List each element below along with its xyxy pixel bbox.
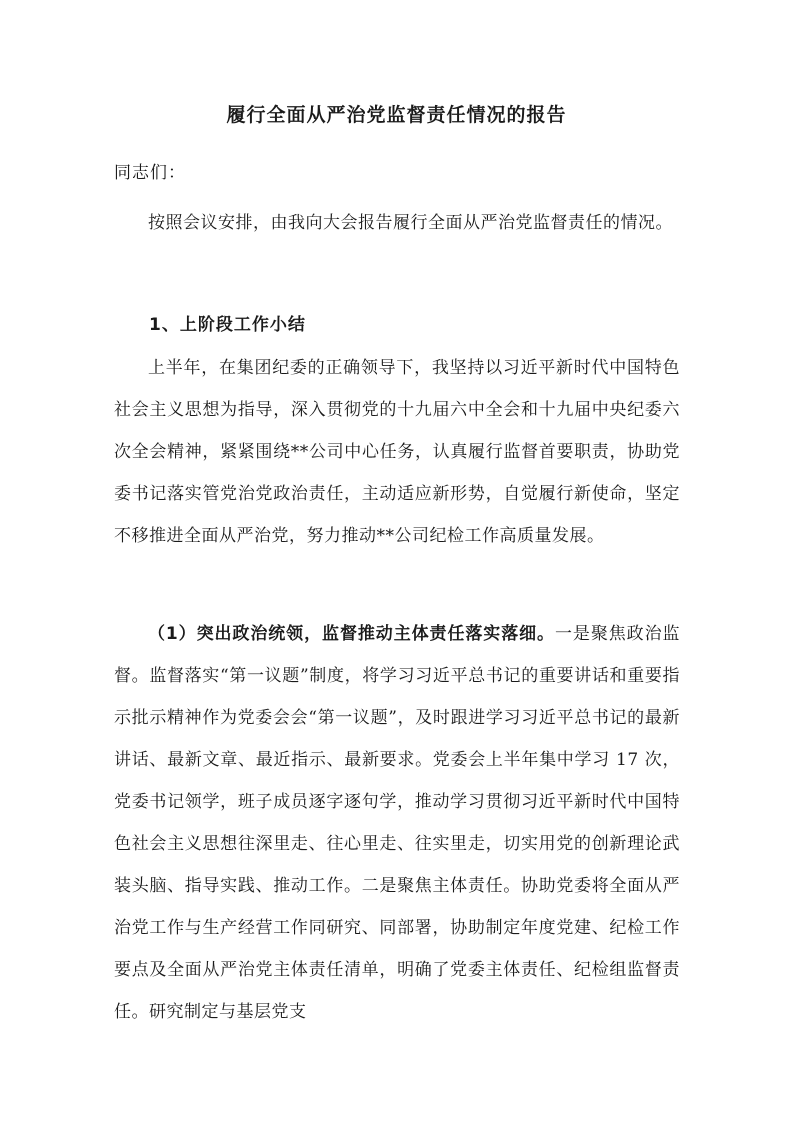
greeting: 同志们： bbox=[114, 163, 186, 183]
subsection-paragraph bbox=[114, 613, 680, 1033]
section-heading: 1、上阶段工作小结 bbox=[149, 315, 306, 335]
summary-paragraph: 上半年，在集团纪委的正确领导下，我坚持以习近平新时代中国特色社会主义思想为指导，深入贯彻党的十九届六中全会和十九届中央纪委六次全会精神，紧紧围绕**公司中心任务，认真履行监督首要职责，协助党委书记落实管党治党政治责任，主动适应新形势，自觉履行新使命，坚定不移推进全面从严治党，努力推动**公司纪检工作高质量发展。 bbox=[114, 358, 680, 546]
subsection-lead: （1）突出政治统领，监督推动主体责任落实落细。 bbox=[148, 624, 555, 644]
document-title: 履行全面从严治党监督责任情况的报告 bbox=[226, 104, 567, 126]
subsection-body: 一是聚焦政治监督。监督落实“第一议题”制度，将学习习近平总书记的重要讲话和重要指示批示精神作为党委会会“第一议题”，及时跟进学习习近平总书记的最新讲话、最新文章、最近指示、最新要求。党委会上半年集中学习 17 次，党委书记领学，班子成员逐字逐句学，推动学习贯彻习近平新时代中国特色社会主义思想往深里走、往心里走、往实里走，切实用党的创新理论武装头脑、指导实践、推动工作。二是聚焦主体责任。协助党委将全面从严治党工作与生产经营工作同研究、同部署，协助制定年度党建、纪检工作要点及全面从严治党主体责任清单，明确了党委主体责任、纪检组监督责任。研究制定与基层党支 bbox=[114, 624, 681, 1022]
intro-paragraph: 按照会议安排，由我向大会报告履行全面从严治党监督责任的情况。 bbox=[148, 213, 673, 233]
